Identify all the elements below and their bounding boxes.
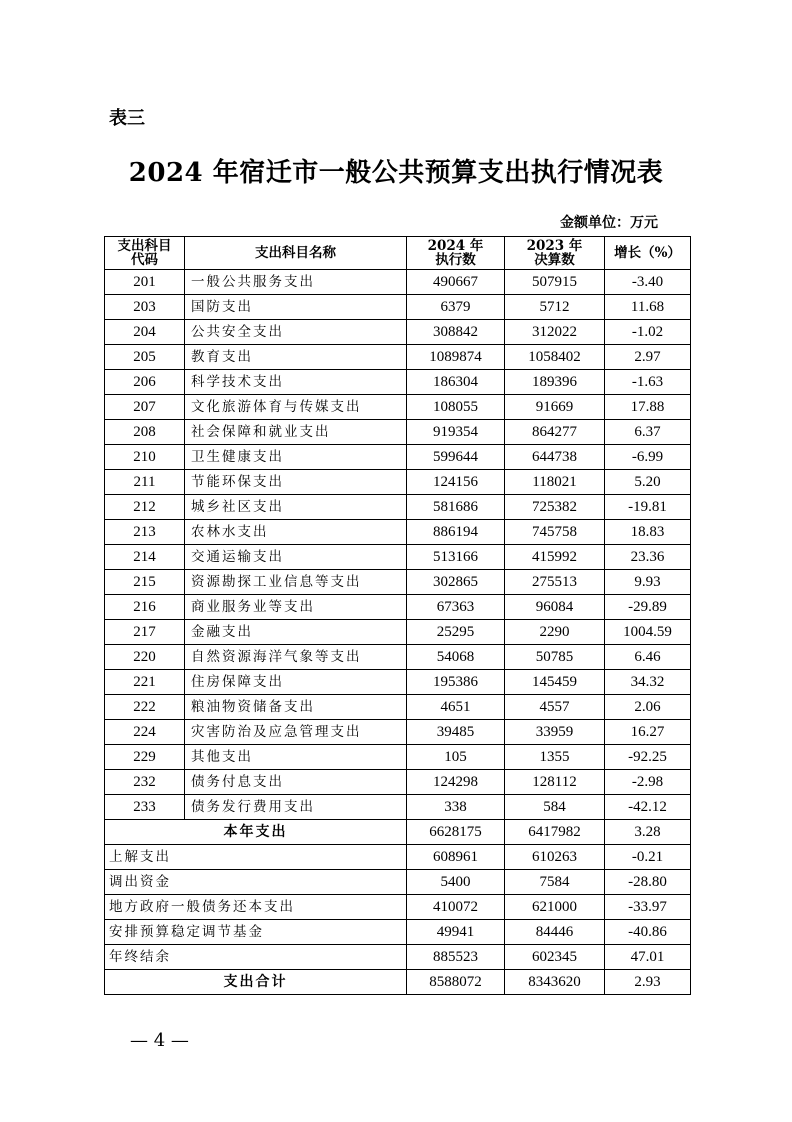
subtotal-row [105, 820, 691, 845]
row-2024-value: 67363 [407, 595, 505, 620]
row-growth: 2.06 [605, 695, 691, 720]
table-row [105, 645, 691, 670]
row-code: 221 [105, 670, 185, 695]
table-header-row [105, 237, 691, 270]
row-code: 201 [105, 270, 185, 295]
row-growth: -1.63 [605, 370, 691, 395]
extra-row-2024-value: 608961 [407, 845, 505, 870]
page-title: 2024 年宿迁市一般公共预算支出执行情况表 [128, 158, 664, 188]
row-2024-value: 25295 [407, 620, 505, 645]
row-code: 208 [105, 420, 185, 445]
row-growth: 2.97 [605, 345, 691, 370]
row-growth: 16.27 [605, 720, 691, 745]
extra-row-2023-value: 84446 [505, 920, 605, 945]
row-2024-value: 105 [407, 745, 505, 770]
row-name: 自然资源海洋气象等支出 [185, 645, 407, 670]
row-2023-value: 864277 [505, 420, 605, 445]
row-2024-value: 6379 [407, 295, 505, 320]
row-growth: 9.93 [605, 570, 691, 595]
row-2023-value: 312022 [505, 320, 605, 345]
table-row [105, 345, 691, 370]
row-2024-value: 599644 [407, 445, 505, 470]
row-name: 社会保障和就业支出 [185, 420, 407, 445]
row-code: 217 [105, 620, 185, 645]
row-name: 债务付息支出 [185, 770, 407, 795]
table-row [105, 470, 691, 495]
row-growth: 5.20 [605, 470, 691, 495]
table-row [105, 745, 691, 770]
header-growth: 增长（%） [605, 237, 691, 270]
row-2024-value: 302865 [407, 570, 505, 595]
table-body [105, 270, 691, 995]
row-2023-value: 415992 [505, 545, 605, 570]
row-name: 城乡社区支出 [185, 495, 407, 520]
unit-note: 金额单位：万元 [560, 215, 658, 231]
table-label: 表三 [109, 108, 145, 129]
row-code: 220 [105, 645, 185, 670]
row-name: 国防支出 [185, 295, 407, 320]
row-name: 粮油物资储备支出 [185, 695, 407, 720]
row-2023-value: 33959 [505, 720, 605, 745]
extra-row [105, 870, 691, 895]
row-name: 住房保障支出 [185, 670, 407, 695]
subtotal-row-label: 本年支出 [105, 820, 407, 845]
row-2023-value: 4557 [505, 695, 605, 720]
total-row-2024-value: 8588072 [407, 970, 505, 995]
expenditure-table [104, 236, 691, 995]
extra-row [105, 920, 691, 945]
row-2023-value: 128112 [505, 770, 605, 795]
row-2023-value: 1355 [505, 745, 605, 770]
extra-row [105, 845, 691, 870]
row-code: 212 [105, 495, 185, 520]
row-2024-value: 195386 [407, 670, 505, 695]
row-code: 233 [105, 795, 185, 820]
row-2023-value: 644738 [505, 445, 605, 470]
row-growth: -42.12 [605, 795, 691, 820]
row-name: 科学技术支出 [185, 370, 407, 395]
extra-row-growth: -40.86 [605, 920, 691, 945]
table-row [105, 295, 691, 320]
table-row [105, 570, 691, 595]
extra-row-2024-value: 410072 [407, 895, 505, 920]
row-code: 214 [105, 545, 185, 570]
row-code: 207 [105, 395, 185, 420]
row-growth: 11.68 [605, 295, 691, 320]
extra-row [105, 945, 691, 970]
row-2024-value: 54068 [407, 645, 505, 670]
table-row [105, 620, 691, 645]
extra-row-growth: -33.97 [605, 895, 691, 920]
extra-row-label: 上解支出 [105, 845, 407, 870]
total-row-label: 支出合计 [105, 970, 407, 995]
extra-row-2023-value: 7584 [505, 870, 605, 895]
row-growth: 23.36 [605, 545, 691, 570]
extra-row-2023-value: 602345 [505, 945, 605, 970]
table-row [105, 695, 691, 720]
extra-row-label: 地方政府一般债务还本支出 [105, 895, 407, 920]
row-code: 205 [105, 345, 185, 370]
row-2023-value: 145459 [505, 670, 605, 695]
row-growth: 6.46 [605, 645, 691, 670]
table-row [105, 595, 691, 620]
subtotal-row-2024-value: 6628175 [407, 820, 505, 845]
row-2023-value: 725382 [505, 495, 605, 520]
row-2023-value: 50785 [505, 645, 605, 670]
row-code: 229 [105, 745, 185, 770]
table-row [105, 545, 691, 570]
row-2023-value: 2290 [505, 620, 605, 645]
header-2024: 2024 年 执行数 [407, 237, 505, 270]
extra-row-2024-value: 5400 [407, 870, 505, 895]
extra-row-growth: -0.21 [605, 845, 691, 870]
extra-row-2024-value: 49941 [407, 920, 505, 945]
table-row [105, 420, 691, 445]
row-2024-value: 308842 [407, 320, 505, 345]
total-row-growth: 2.93 [605, 970, 691, 995]
row-2024-value: 108055 [407, 395, 505, 420]
row-name: 金融支出 [185, 620, 407, 645]
row-2024-value: 1089874 [407, 345, 505, 370]
row-2023-value: 118021 [505, 470, 605, 495]
row-growth: -3.40 [605, 270, 691, 295]
row-growth: 18.83 [605, 520, 691, 545]
row-2023-value: 96084 [505, 595, 605, 620]
row-name: 其他支出 [185, 745, 407, 770]
row-growth: -92.25 [605, 745, 691, 770]
row-name: 农林水支出 [185, 520, 407, 545]
row-code: 224 [105, 720, 185, 745]
row-code: 222 [105, 695, 185, 720]
row-2024-value: 513166 [407, 545, 505, 570]
extra-row-2023-value: 610263 [505, 845, 605, 870]
table-row [105, 270, 691, 295]
row-2024-value: 124156 [407, 470, 505, 495]
row-2024-value: 124298 [407, 770, 505, 795]
row-2024-value: 186304 [407, 370, 505, 395]
extra-row-growth: -28.80 [605, 870, 691, 895]
extra-row-2024-value: 885523 [407, 945, 505, 970]
total-row-2023-value: 8343620 [505, 970, 605, 995]
row-growth: -1.02 [605, 320, 691, 345]
row-name: 债务发行费用支出 [185, 795, 407, 820]
row-2024-value: 886194 [407, 520, 505, 545]
row-2024-value: 39485 [407, 720, 505, 745]
row-2023-value: 507915 [505, 270, 605, 295]
row-2023-value: 1058402 [505, 345, 605, 370]
row-code: 216 [105, 595, 185, 620]
extra-row-2023-value: 621000 [505, 895, 605, 920]
row-growth: -2.98 [605, 770, 691, 795]
row-growth: -6.99 [605, 445, 691, 470]
table-row [105, 520, 691, 545]
extra-row-label: 安排预算稳定调节基金 [105, 920, 407, 945]
row-growth: -19.81 [605, 495, 691, 520]
row-name: 交通运输支出 [185, 545, 407, 570]
row-code: 210 [105, 445, 185, 470]
subtotal-row-growth: 3.28 [605, 820, 691, 845]
row-2023-value: 189396 [505, 370, 605, 395]
row-name: 卫生健康支出 [185, 445, 407, 470]
header-2023: 2023 年 决算数 [505, 237, 605, 270]
row-2024-value: 581686 [407, 495, 505, 520]
row-code: 213 [105, 520, 185, 545]
table-row [105, 795, 691, 820]
row-code: 204 [105, 320, 185, 345]
row-code: 206 [105, 370, 185, 395]
row-2024-value: 490667 [407, 270, 505, 295]
row-growth: 34.32 [605, 670, 691, 695]
table-row [105, 495, 691, 520]
row-2024-value: 338 [407, 795, 505, 820]
extra-row-label: 调出资金 [105, 870, 407, 895]
table-row [105, 445, 691, 470]
row-name: 文化旅游体育与传媒支出 [185, 395, 407, 420]
table-row [105, 370, 691, 395]
header-code: 支出科目 代码 [105, 237, 185, 270]
row-2024-value: 919354 [407, 420, 505, 445]
row-code: 232 [105, 770, 185, 795]
row-2023-value: 275513 [505, 570, 605, 595]
row-code: 211 [105, 470, 185, 495]
header-name: 支出科目名称 [185, 237, 407, 270]
row-code: 215 [105, 570, 185, 595]
row-growth: 1004.59 [605, 620, 691, 645]
total-row [105, 970, 691, 995]
table-row [105, 395, 691, 420]
row-2023-value: 91669 [505, 395, 605, 420]
extra-row-growth: 47.01 [605, 945, 691, 970]
subtotal-row-2023-value: 6417982 [505, 820, 605, 845]
table-row [105, 720, 691, 745]
row-growth: -29.89 [605, 595, 691, 620]
table-row [105, 320, 691, 345]
row-name: 节能环保支出 [185, 470, 407, 495]
table-row [105, 770, 691, 795]
row-name: 教育支出 [185, 345, 407, 370]
extra-row-label: 年终结余 [105, 945, 407, 970]
row-name: 商业服务业等支出 [185, 595, 407, 620]
row-growth: 6.37 [605, 420, 691, 445]
row-2023-value: 5712 [505, 295, 605, 320]
row-code: 203 [105, 295, 185, 320]
row-name: 一般公共服务支出 [185, 270, 407, 295]
row-name: 资源勘探工业信息等支出 [185, 570, 407, 595]
page-number: — 4 — [130, 1030, 189, 1051]
table-row [105, 670, 691, 695]
row-name: 公共安全支出 [185, 320, 407, 345]
row-growth: 17.88 [605, 395, 691, 420]
row-name: 灾害防治及应急管理支出 [185, 720, 407, 745]
row-2024-value: 4651 [407, 695, 505, 720]
row-2023-value: 584 [505, 795, 605, 820]
extra-row [105, 895, 691, 920]
row-2023-value: 745758 [505, 520, 605, 545]
